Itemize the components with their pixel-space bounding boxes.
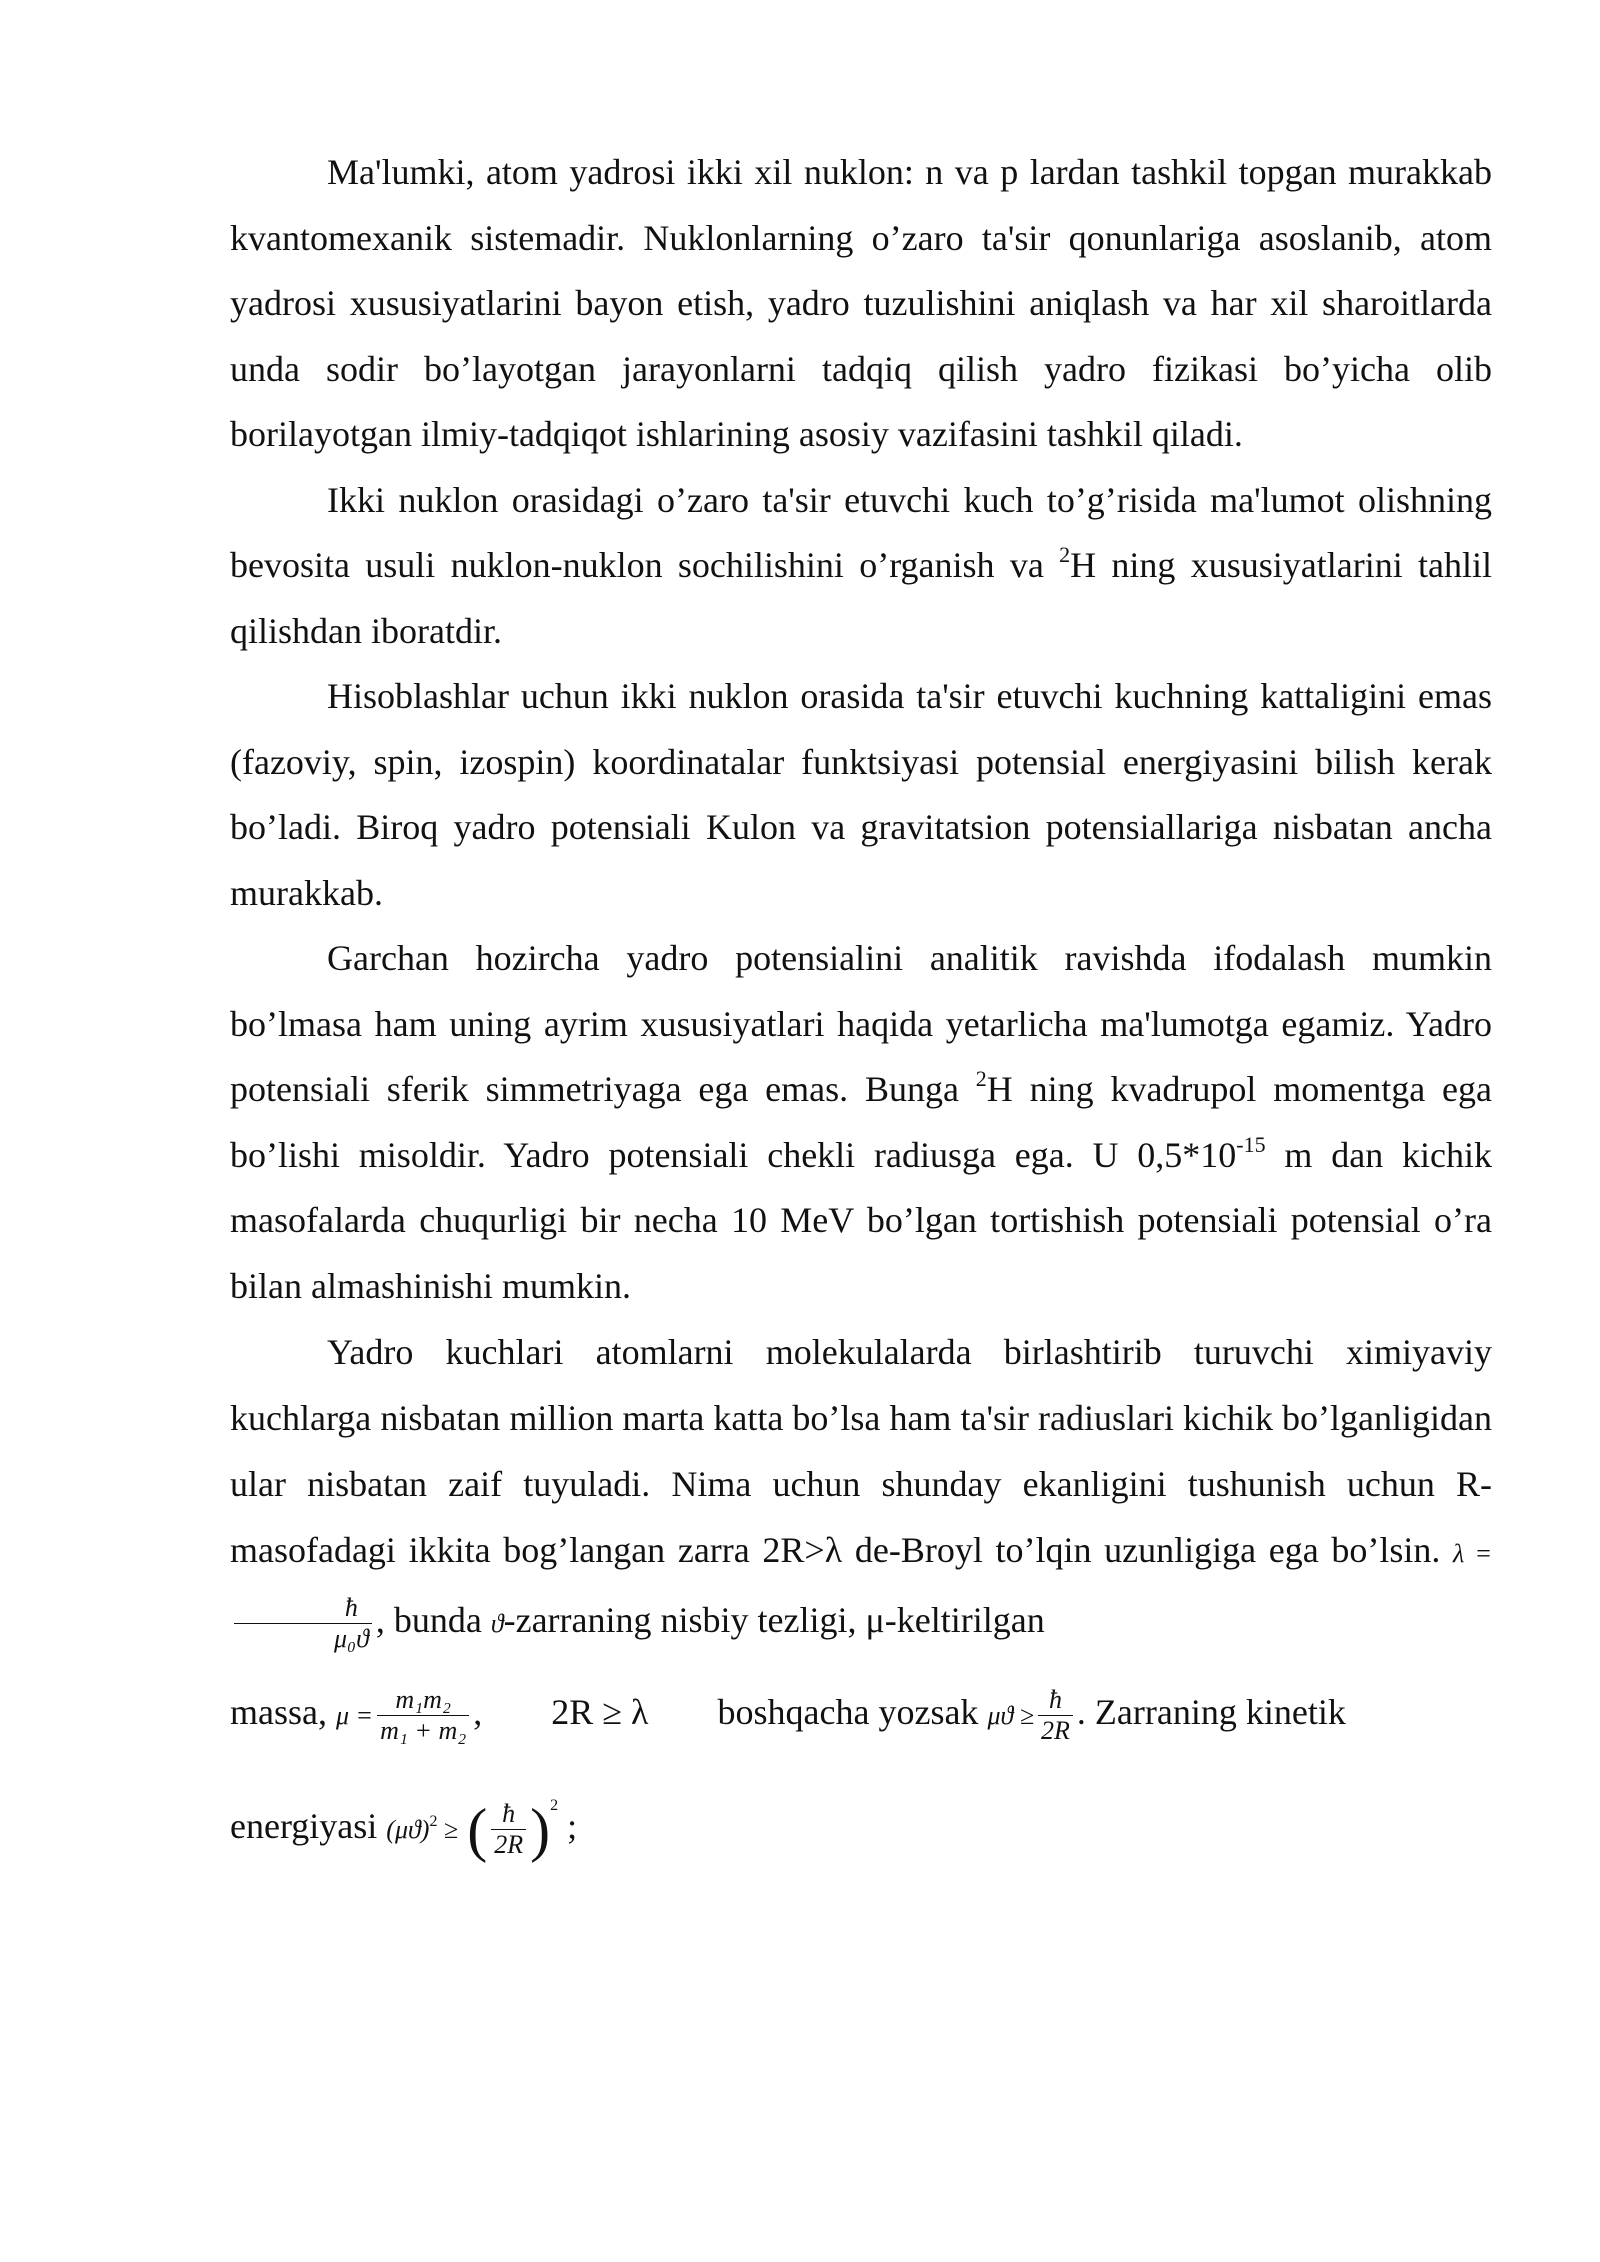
mu-lhs: μ = [335, 1701, 374, 1730]
boshqacha-text: boshqacha yozsak [717, 1692, 988, 1732]
massa-label: massa, [230, 1692, 336, 1732]
isotope-superscript: 2 [1059, 542, 1071, 567]
mu-denominator: m₁ + m₂ [380, 1716, 467, 1746]
paragraph-1-text: Ma'lumki, atom yadrosi ikki xil nuklon: n va p lardan tashkil topgan murakkab kvantomexanik sistemadir. Nuklonlarning o’zaro ta'sir qonunlariga asoslanib, atom yadrosi xususiyatlarini bayon etish, yadro tuzulishini aniqlash va har xil sharoitlarda unda sodir bo’layotgan jarayonlarni tadqiq qilish yadro fizikasi bo’yicha olib borilayotgan ilmiy-tadqiqot ishlarining asosiy vazifasini tashkil qiladi. [230, 152, 1492, 454]
paragraph-5 [230, 1319, 1492, 1657]
lambda-denominator: μ₀ϑ [334, 1624, 369, 1654]
exponent-superscript: -15 [1236, 1131, 1266, 1157]
inequality-2r: 2R ≥ λ [551, 1692, 649, 1732]
formula-line-energy [230, 1771, 1492, 1885]
theta-symbol: ϑ [490, 1609, 504, 1638]
energy-denominator: 2R [494, 1830, 524, 1860]
paragraph-4-text-b: H ning kvadrupol momentga ega bo’lishi misoldir. Yadro potensiali chekli radiusga ega. U 0,5*10 [230, 1069, 1492, 1175]
paragraph-5-text-c: -zarraning nisbiy tezligi, μ-keltirilgan [503, 1600, 1045, 1640]
paragraph-3-text: Hisoblashlar uchun ikki nuklon orasida ta'sir etuvchi kuchning kattaligini emas (fazoviy, spin, izospin) koordinatalar funktsiyasi potensial energiyasini bilish kerak bo’ladi. Biroq yadro potensiali Kulon va gravitatsion potensiallariga nisbatan ancha murakkab. [230, 676, 1492, 913]
lambda-numerator: ħ [234, 1593, 372, 1624]
energy-fraction [491, 1799, 526, 1860]
energy-lhs: $(\mu ϑ)^2$ ≥ [386, 1813, 459, 1844]
paragraph-2-text-a: Ikki nuklon orasidagi o’zaro ta'sir etuvchi kuch to’g’risida ma'lumot olishning bevosita usuli nuklon-nuklon sochilishini o’rganish va [230, 479, 1492, 585]
mu-comma: , [473, 1692, 483, 1732]
paragraph-5-text-b: , bunda [375, 1600, 491, 1640]
lambda-fraction [234, 1593, 372, 1654]
paragraph-4-text-c: m dan kichik masofalarda chuqurligi bir necha 10 MeV bo’lgan tortishish potensiali potensial o’ra bilan almashinishi mumkin. [230, 1134, 1492, 1306]
document-page [230, 140, 1492, 1885]
energy-numerator: ħ [491, 1799, 526, 1830]
energy-semicolon: ; [558, 1806, 578, 1846]
zarraning-text: . Zarraning kinetik [1076, 1692, 1346, 1732]
lambda-lhs: λ = [1453, 1539, 1492, 1568]
paragraph-3 [230, 664, 1492, 926]
paragraph-4 [230, 926, 1492, 1319]
mu-fraction [377, 1685, 469, 1746]
mutheta-fraction [1038, 1685, 1073, 1746]
mutheta-numerator: ħ [1038, 1685, 1073, 1716]
mutheta-lhs: μϑ ≥ [987, 1701, 1035, 1730]
formula-line-mu [230, 1657, 1492, 1771]
paragraph-5-text-a: Yadro kuchlari atomlarni molekulalarda birlashtirib turuvchi ximiyaviy kuchlarga nisbatan million marta katta bo’lsa ham ta'sir radiuslari kichik bo’lganligidan ular nisbatan zaif tuyuladi. Nima uchun shunday ekanligini tushunish uchun R-masofadagi ikkita bog’langan zarra 2R>λ de-Broyl to’lqin uzunligiga ega bo’lsin. [230, 1332, 1492, 1570]
isotope-superscript: 2 [975, 1066, 987, 1091]
paragraph-1 [230, 140, 1492, 468]
paragraph-2-text-b: H ning xususiyatlarini tahlil qilishdan iboratdir. [230, 545, 1493, 651]
paragraph-2 [230, 468, 1492, 665]
energy-exponent: 2 [550, 1797, 559, 1814]
right-paren: ) [530, 1796, 551, 1863]
energiyasi-label: energiyasi [230, 1806, 387, 1846]
mutheta-denominator: 2R [1041, 1716, 1070, 1746]
mu-numerator: m₁m₂ [377, 1685, 469, 1716]
left-paren: ( [467, 1796, 488, 1863]
paragraph-4-text-a: Garchan hozircha yadro potensialini analitik ravishda ifodalash mumkin bo’lmasa ham uning ayrim xususiyatlari haqida yetarlicha ma'lumotga egamiz. Yadro potensiali sferik simmetriyaga ega emas. Bunga [230, 938, 1492, 1109]
